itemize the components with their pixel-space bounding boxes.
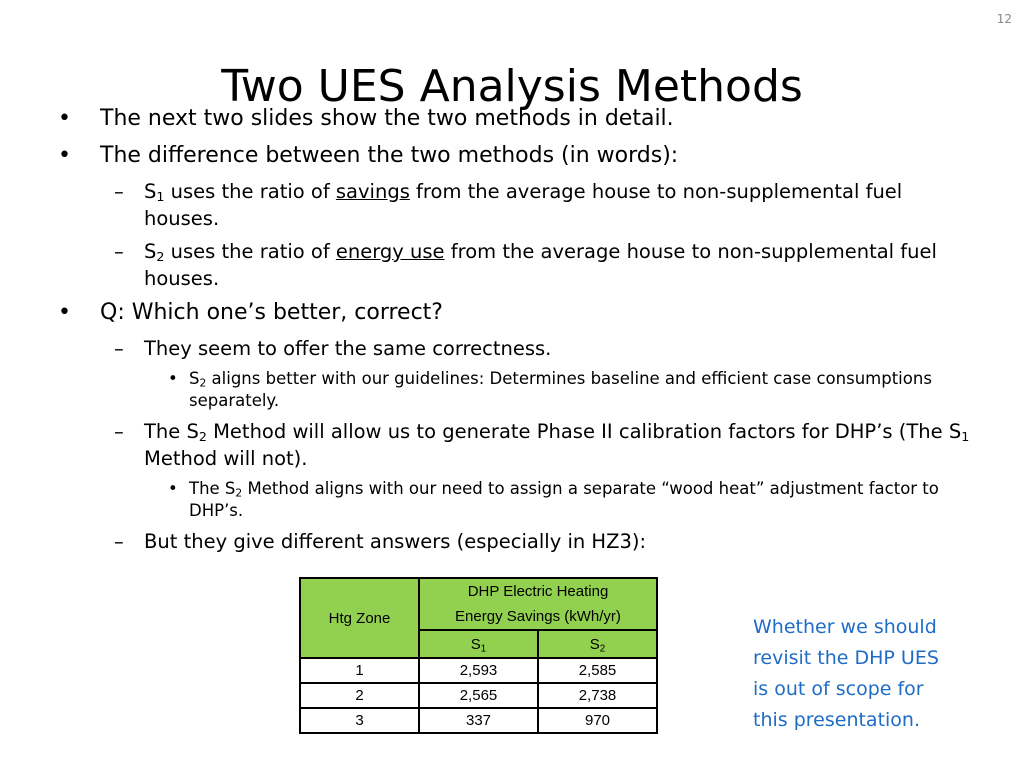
- s2-cell: 2,738: [538, 683, 657, 708]
- subscript: 1: [961, 429, 970, 445]
- note-line: is out of scope for: [753, 678, 924, 700]
- text-run: The S: [144, 420, 199, 443]
- bullet-text: The difference between the two methods (in words):: [100, 143, 679, 168]
- sub-bullet-item: [56, 238, 976, 292]
- sub-bullet-text: But they give different answers (especially in HZ3):: [144, 530, 647, 553]
- subscript: 2: [198, 429, 207, 445]
- slide-title: Two UES Analysis Methods: [221, 61, 803, 113]
- table-header-row: [300, 578, 657, 630]
- text-run: uses the ratio of: [164, 240, 336, 263]
- table-row: [300, 683, 657, 708]
- bullet-marker: •: [168, 479, 178, 498]
- underlined-term: energy use: [335, 240, 445, 263]
- symbol-text: S: [144, 180, 157, 203]
- scope-note: [753, 612, 983, 736]
- text-run: Method aligns with our need to assign a separate “wood heat” adjustment factor to DHP’s.: [189, 479, 939, 520]
- bullet-item: [56, 104, 976, 134]
- dash-marker: –: [114, 240, 124, 263]
- text-run: Method will not).: [144, 447, 308, 470]
- text-run: aligns better with our guidelines: Determines baseline and efficient case consumptions separately.: [189, 369, 932, 410]
- bullet-list: [56, 104, 976, 561]
- underlined-term: savings: [335, 180, 410, 203]
- subscript: 2: [199, 376, 207, 390]
- subscript: 2: [235, 486, 243, 500]
- symbol-text: S: [189, 369, 200, 388]
- s2-cell: 970: [538, 708, 657, 733]
- text-run: uses the ratio of: [164, 180, 336, 203]
- sub-bullet-text: They seem to offer the same correctness.: [144, 337, 552, 360]
- dash-marker: –: [114, 337, 124, 360]
- bullet-marker: •: [58, 106, 71, 131]
- table-row: [300, 658, 657, 683]
- sub-bullet-item: [56, 178, 976, 232]
- text-run: from the average house to non-supplemental fuel houses.: [144, 240, 937, 290]
- sub-sub-bullet-item: [56, 368, 976, 412]
- sub-sub-bullet-text: [189, 479, 939, 520]
- slide-number: 12: [996, 12, 1012, 26]
- text-run: The S: [189, 479, 236, 498]
- dash-marker: –: [114, 420, 124, 443]
- sub-sub-bullet-item: [56, 478, 976, 522]
- bullet-text: The next two slides show the two methods in detail.: [100, 106, 674, 131]
- zone-cell: 3: [300, 708, 419, 733]
- column-header-s2: [538, 630, 657, 658]
- note-line: this presentation.: [753, 709, 921, 731]
- sub-bullet-text: [144, 240, 937, 290]
- sub-bullet-item: [56, 418, 976, 472]
- s1-cell: 2,593: [419, 658, 538, 683]
- text-run: Method will allow us to generate Phase II calibration factors for DHP’s (The S: [206, 420, 962, 443]
- sub-bullet-item: [56, 335, 976, 362]
- subscript: 2: [599, 642, 606, 654]
- s1-cell: 337: [419, 708, 538, 733]
- note-line: Whether we should: [753, 616, 937, 638]
- zone-cell: 1: [300, 658, 419, 683]
- sub-sub-bullet-text: [189, 369, 932, 410]
- subscript: 1: [156, 189, 165, 205]
- bullet-text: Q: Which one’s better, correct?: [100, 300, 443, 325]
- symbol-text: S: [589, 635, 600, 653]
- bullet-item: [56, 141, 976, 171]
- column-header-s1: [419, 630, 538, 658]
- dash-marker: –: [114, 180, 124, 203]
- savings-table: [299, 577, 658, 734]
- symbol-text: S: [470, 635, 481, 653]
- sub-bullet-text: [144, 420, 969, 470]
- subscript: 1: [480, 642, 487, 654]
- table-row: [300, 708, 657, 733]
- dash-marker: –: [114, 530, 124, 553]
- bullet-marker: •: [168, 369, 178, 388]
- text-run: from the average house to non-supplemental fuel houses.: [144, 180, 903, 230]
- zone-header-cell: Htg Zone: [300, 578, 419, 658]
- subscript: 2: [156, 249, 165, 265]
- bullet-item: [56, 298, 976, 328]
- group-header-cell: [419, 578, 657, 630]
- s1-cell: 2,565: [419, 683, 538, 708]
- bullet-marker: •: [58, 300, 71, 325]
- zone-cell: 2: [300, 683, 419, 708]
- group-header-line: Energy Savings (kWh/yr): [455, 608, 621, 625]
- sub-bullet-item: [56, 528, 976, 555]
- sub-bullet-text: [144, 180, 902, 230]
- symbol-text: S: [144, 240, 157, 263]
- bullet-marker: •: [58, 143, 71, 168]
- s2-cell: 2,585: [538, 658, 657, 683]
- group-header-line: DHP Electric Heating: [467, 583, 609, 600]
- note-line: revisit the DHP UES: [753, 647, 939, 669]
